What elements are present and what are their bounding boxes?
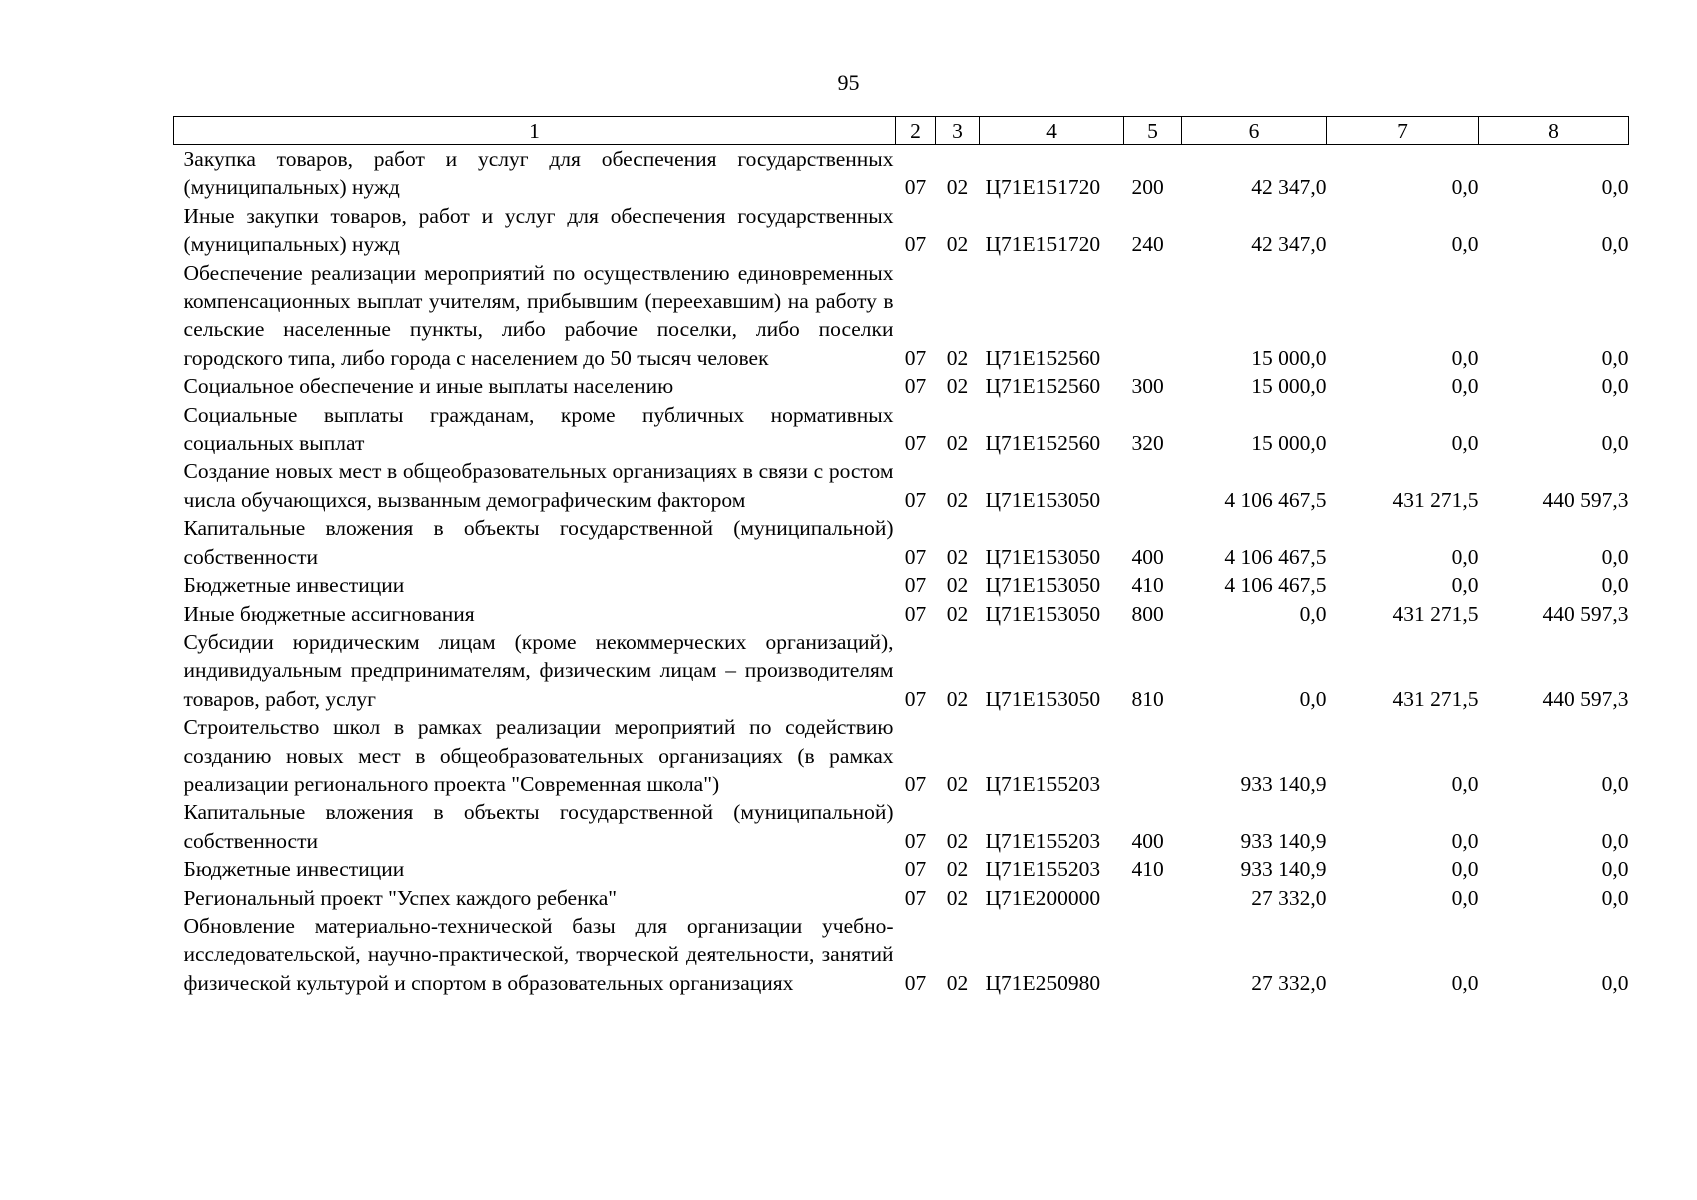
table-row (174, 259, 1629, 373)
row-section: 07 (904, 601, 927, 626)
row-amount-1: 42 347,0 (1251, 232, 1327, 257)
column-header-3: 3 (936, 117, 980, 145)
column-header-8: 8 (1479, 117, 1629, 145)
row-amount-1: 27 332,0 (1251, 970, 1327, 995)
column-header-2: 2 (896, 117, 936, 145)
row-subsection: 02 (946, 345, 969, 370)
row-amount-3: 0,0 (1601, 573, 1629, 598)
row-amount-3: 440 597,3 (1542, 487, 1629, 512)
row-name: Региональный проект "Успех каждого ребенка" (183, 885, 618, 910)
row-name: Социальное обеспечение и иные выплаты населению (183, 374, 674, 399)
row-subsection: 02 (946, 828, 969, 853)
row-amount-1: 42 347,0 (1251, 175, 1327, 200)
row-name: Обеспечение реализации мероприятий по осуществлению единовременных компенсационных выплат учителям, прибывшим (переехавшим) на работу в сельские населенные пункты, либо рабочие поселки, либо поселки городского типа, либо города с населением до 50 тысяч человек (183, 260, 894, 370)
column-header-1: 1 (174, 117, 896, 145)
row-section: 07 (904, 374, 927, 399)
row-amount-3: 0,0 (1601, 374, 1629, 399)
row-subsection: 02 (946, 544, 969, 569)
row-amount-2: 431 271,5 (1392, 601, 1479, 626)
row-amount-2: 0,0 (1451, 771, 1479, 796)
row-expense-type: 810 (1131, 686, 1164, 711)
row-target-article: Ц71Е153050 (985, 601, 1101, 626)
row-section: 07 (904, 828, 927, 853)
table-row (174, 600, 1629, 628)
row-subsection: 02 (946, 885, 969, 910)
row-section: 07 (904, 686, 927, 711)
row-amount-2: 0,0 (1451, 885, 1479, 910)
row-name: Обновление материально-технической базы для организации учебно-исследовательской, научно-практической, творческой деятельности, занятий физической культурой и спортом в образовательных организациях (183, 913, 894, 995)
row-section: 07 (904, 573, 927, 598)
row-section: 07 (904, 175, 927, 200)
table-row (174, 401, 1629, 458)
row-amount-3: 0,0 (1601, 857, 1629, 882)
row-name: Субсидии юридическим лицам (кроме некоммерческих организаций), индивидуальным предпринимателям, физическим лицам – производителям товаров, работ, услуг (183, 629, 894, 711)
header-row (174, 117, 1629, 145)
table-header (174, 117, 1629, 145)
row-expense-type: 320 (1131, 431, 1164, 456)
table-body (174, 145, 1629, 998)
budget-table (173, 116, 1629, 997)
table-row (174, 145, 1629, 202)
row-amount-3: 0,0 (1601, 431, 1629, 456)
row-name: Создание новых мест в общеобразовательных организациях в связи с ростом числа обучающихся, вызванным демографическим фактором (183, 459, 894, 512)
row-section: 07 (904, 885, 927, 910)
row-expense-type: 300 (1131, 374, 1164, 399)
row-subsection: 02 (946, 857, 969, 882)
row-section: 07 (904, 345, 927, 370)
row-amount-2: 0,0 (1451, 431, 1479, 456)
row-amount-1: 933 140,9 (1240, 857, 1327, 882)
row-target-article: Ц71Е155203 (985, 828, 1101, 853)
row-amount-2: 0,0 (1451, 175, 1479, 200)
column-header-7: 7 (1327, 117, 1479, 145)
row-name: Иные закупки товаров, работ и услуг для обеспечения государственных (муниципальных) нужд (183, 203, 894, 257)
row-amount-2: 431 271,5 (1392, 686, 1479, 711)
row-target-article: Ц71Е153050 (985, 686, 1101, 711)
row-amount-3: 440 597,3 (1542, 686, 1629, 711)
row-amount-1: 15 000,0 (1251, 345, 1327, 370)
row-target-article: Ц71Е153050 (985, 487, 1101, 512)
row-expense-type: 400 (1131, 544, 1164, 569)
row-amount-2: 0,0 (1451, 573, 1479, 598)
table-row (174, 855, 1629, 883)
row-section: 07 (904, 857, 927, 882)
row-name: Иные бюджетные ассигнования (183, 601, 475, 626)
row-expense-type: 410 (1131, 857, 1164, 882)
row-name: Бюджетные инвестиции (183, 573, 405, 598)
table-row (174, 571, 1629, 599)
row-name: Строительство школ в рамках реализации мероприятий по содействию созданию новых мест в общеобразовательных организациях (в рамках реализации регионального проекта "Современная школа") (183, 715, 894, 796)
row-amount-2: 0,0 (1451, 374, 1479, 399)
row-subsection: 02 (946, 601, 969, 626)
row-amount-2: 0,0 (1451, 345, 1479, 370)
row-target-article: Ц71Е152560 (985, 431, 1101, 456)
row-expense-type (1124, 884, 1182, 912)
column-header-6: 6 (1182, 117, 1327, 145)
row-amount-2: 0,0 (1451, 970, 1479, 995)
table-row (174, 884, 1629, 912)
row-amount-1: 4 106 467,5 (1224, 487, 1327, 512)
row-target-article: Ц71Е152560 (985, 374, 1101, 399)
row-target-article: Ц71Е155203 (985, 771, 1101, 796)
row-section: 07 (904, 771, 927, 796)
row-subsection: 02 (946, 573, 969, 598)
row-target-article: Ц71Е250980 (985, 970, 1101, 995)
row-target-article: Ц71Е151720 (985, 232, 1101, 257)
row-subsection: 02 (946, 175, 969, 200)
row-amount-3: 0,0 (1601, 970, 1629, 995)
row-section: 07 (904, 544, 927, 569)
row-amount-3: 0,0 (1601, 771, 1629, 796)
row-target-article: Ц71Е153050 (985, 573, 1101, 598)
row-section: 07 (904, 431, 927, 456)
row-amount-1: 15 000,0 (1251, 374, 1327, 399)
row-amount-1: 27 332,0 (1251, 885, 1327, 910)
row-target-article: Ц71Е152560 (985, 345, 1101, 370)
row-amount-2: 0,0 (1451, 544, 1479, 569)
row-expense-type (1124, 912, 1182, 997)
row-target-article: Ц71Е155203 (985, 857, 1101, 882)
row-subsection: 02 (946, 431, 969, 456)
row-target-article: Ц71Е200000 (985, 885, 1101, 910)
table-row (174, 457, 1629, 514)
row-name: Капитальные вложения в объекты государственной (муниципальной) собственности (183, 516, 894, 569)
row-amount-2: 0,0 (1451, 857, 1479, 882)
row-expense-type: 240 (1131, 232, 1164, 257)
row-amount-1: 15 000,0 (1251, 431, 1327, 456)
table-row (174, 713, 1629, 798)
row-amount-3: 0,0 (1601, 828, 1629, 853)
table-row (174, 798, 1629, 855)
row-subsection: 02 (946, 374, 969, 399)
column-header-5: 5 (1124, 117, 1182, 145)
row-amount-1: 0,0 (1299, 686, 1327, 711)
row-section: 07 (904, 970, 927, 995)
row-expense-type (1124, 713, 1182, 798)
row-name: Закупка товаров, работ и услуг для обеспечения государственных (муниципальных) нужд (183, 147, 894, 200)
row-subsection: 02 (946, 970, 969, 995)
row-amount-3: 0,0 (1601, 885, 1629, 910)
row-expense-type (1124, 457, 1182, 514)
column-header-4: 4 (980, 117, 1124, 145)
row-amount-1: 4 106 467,5 (1224, 544, 1327, 569)
row-amount-1: 933 140,9 (1240, 828, 1327, 853)
row-section: 07 (904, 232, 927, 257)
row-amount-2: 431 271,5 (1392, 487, 1479, 512)
row-target-article: Ц71Е151720 (985, 175, 1101, 200)
page-number: 95 (837, 70, 860, 95)
row-expense-type (1124, 259, 1182, 373)
row-amount-2: 0,0 (1451, 232, 1479, 257)
row-amount-1: 0,0 (1299, 601, 1327, 626)
table-row (174, 514, 1629, 571)
row-name: Бюджетные инвестиции (183, 857, 405, 882)
table-row (174, 372, 1629, 400)
row-amount-1: 4 106 467,5 (1224, 573, 1327, 598)
row-subsection: 02 (946, 232, 969, 257)
row-expense-type: 200 (1131, 175, 1164, 200)
row-expense-type: 410 (1131, 573, 1164, 598)
row-amount-3: 0,0 (1601, 345, 1629, 370)
row-section: 07 (904, 487, 927, 512)
row-amount-3: 0,0 (1601, 175, 1629, 200)
row-amount-2: 0,0 (1451, 828, 1479, 853)
row-amount-3: 0,0 (1601, 232, 1629, 257)
row-name: Социальные выплаты гражданам, кроме публичных нормативных социальных выплат (183, 402, 894, 456)
row-amount-3: 0,0 (1601, 544, 1629, 569)
row-subsection: 02 (946, 487, 969, 512)
row-expense-type: 800 (1131, 601, 1164, 626)
row-target-article: Ц71Е153050 (985, 544, 1101, 569)
row-amount-3: 440 597,3 (1542, 601, 1629, 626)
row-amount-1: 933 140,9 (1240, 771, 1327, 796)
row-name: Капитальные вложения в объекты государственной (муниципальной) собственности (183, 800, 894, 853)
table-row (174, 912, 1629, 997)
table-row (174, 202, 1629, 259)
row-subsection: 02 (946, 686, 969, 711)
row-subsection: 02 (946, 771, 969, 796)
row-expense-type: 400 (1131, 828, 1164, 853)
table-row (174, 628, 1629, 713)
